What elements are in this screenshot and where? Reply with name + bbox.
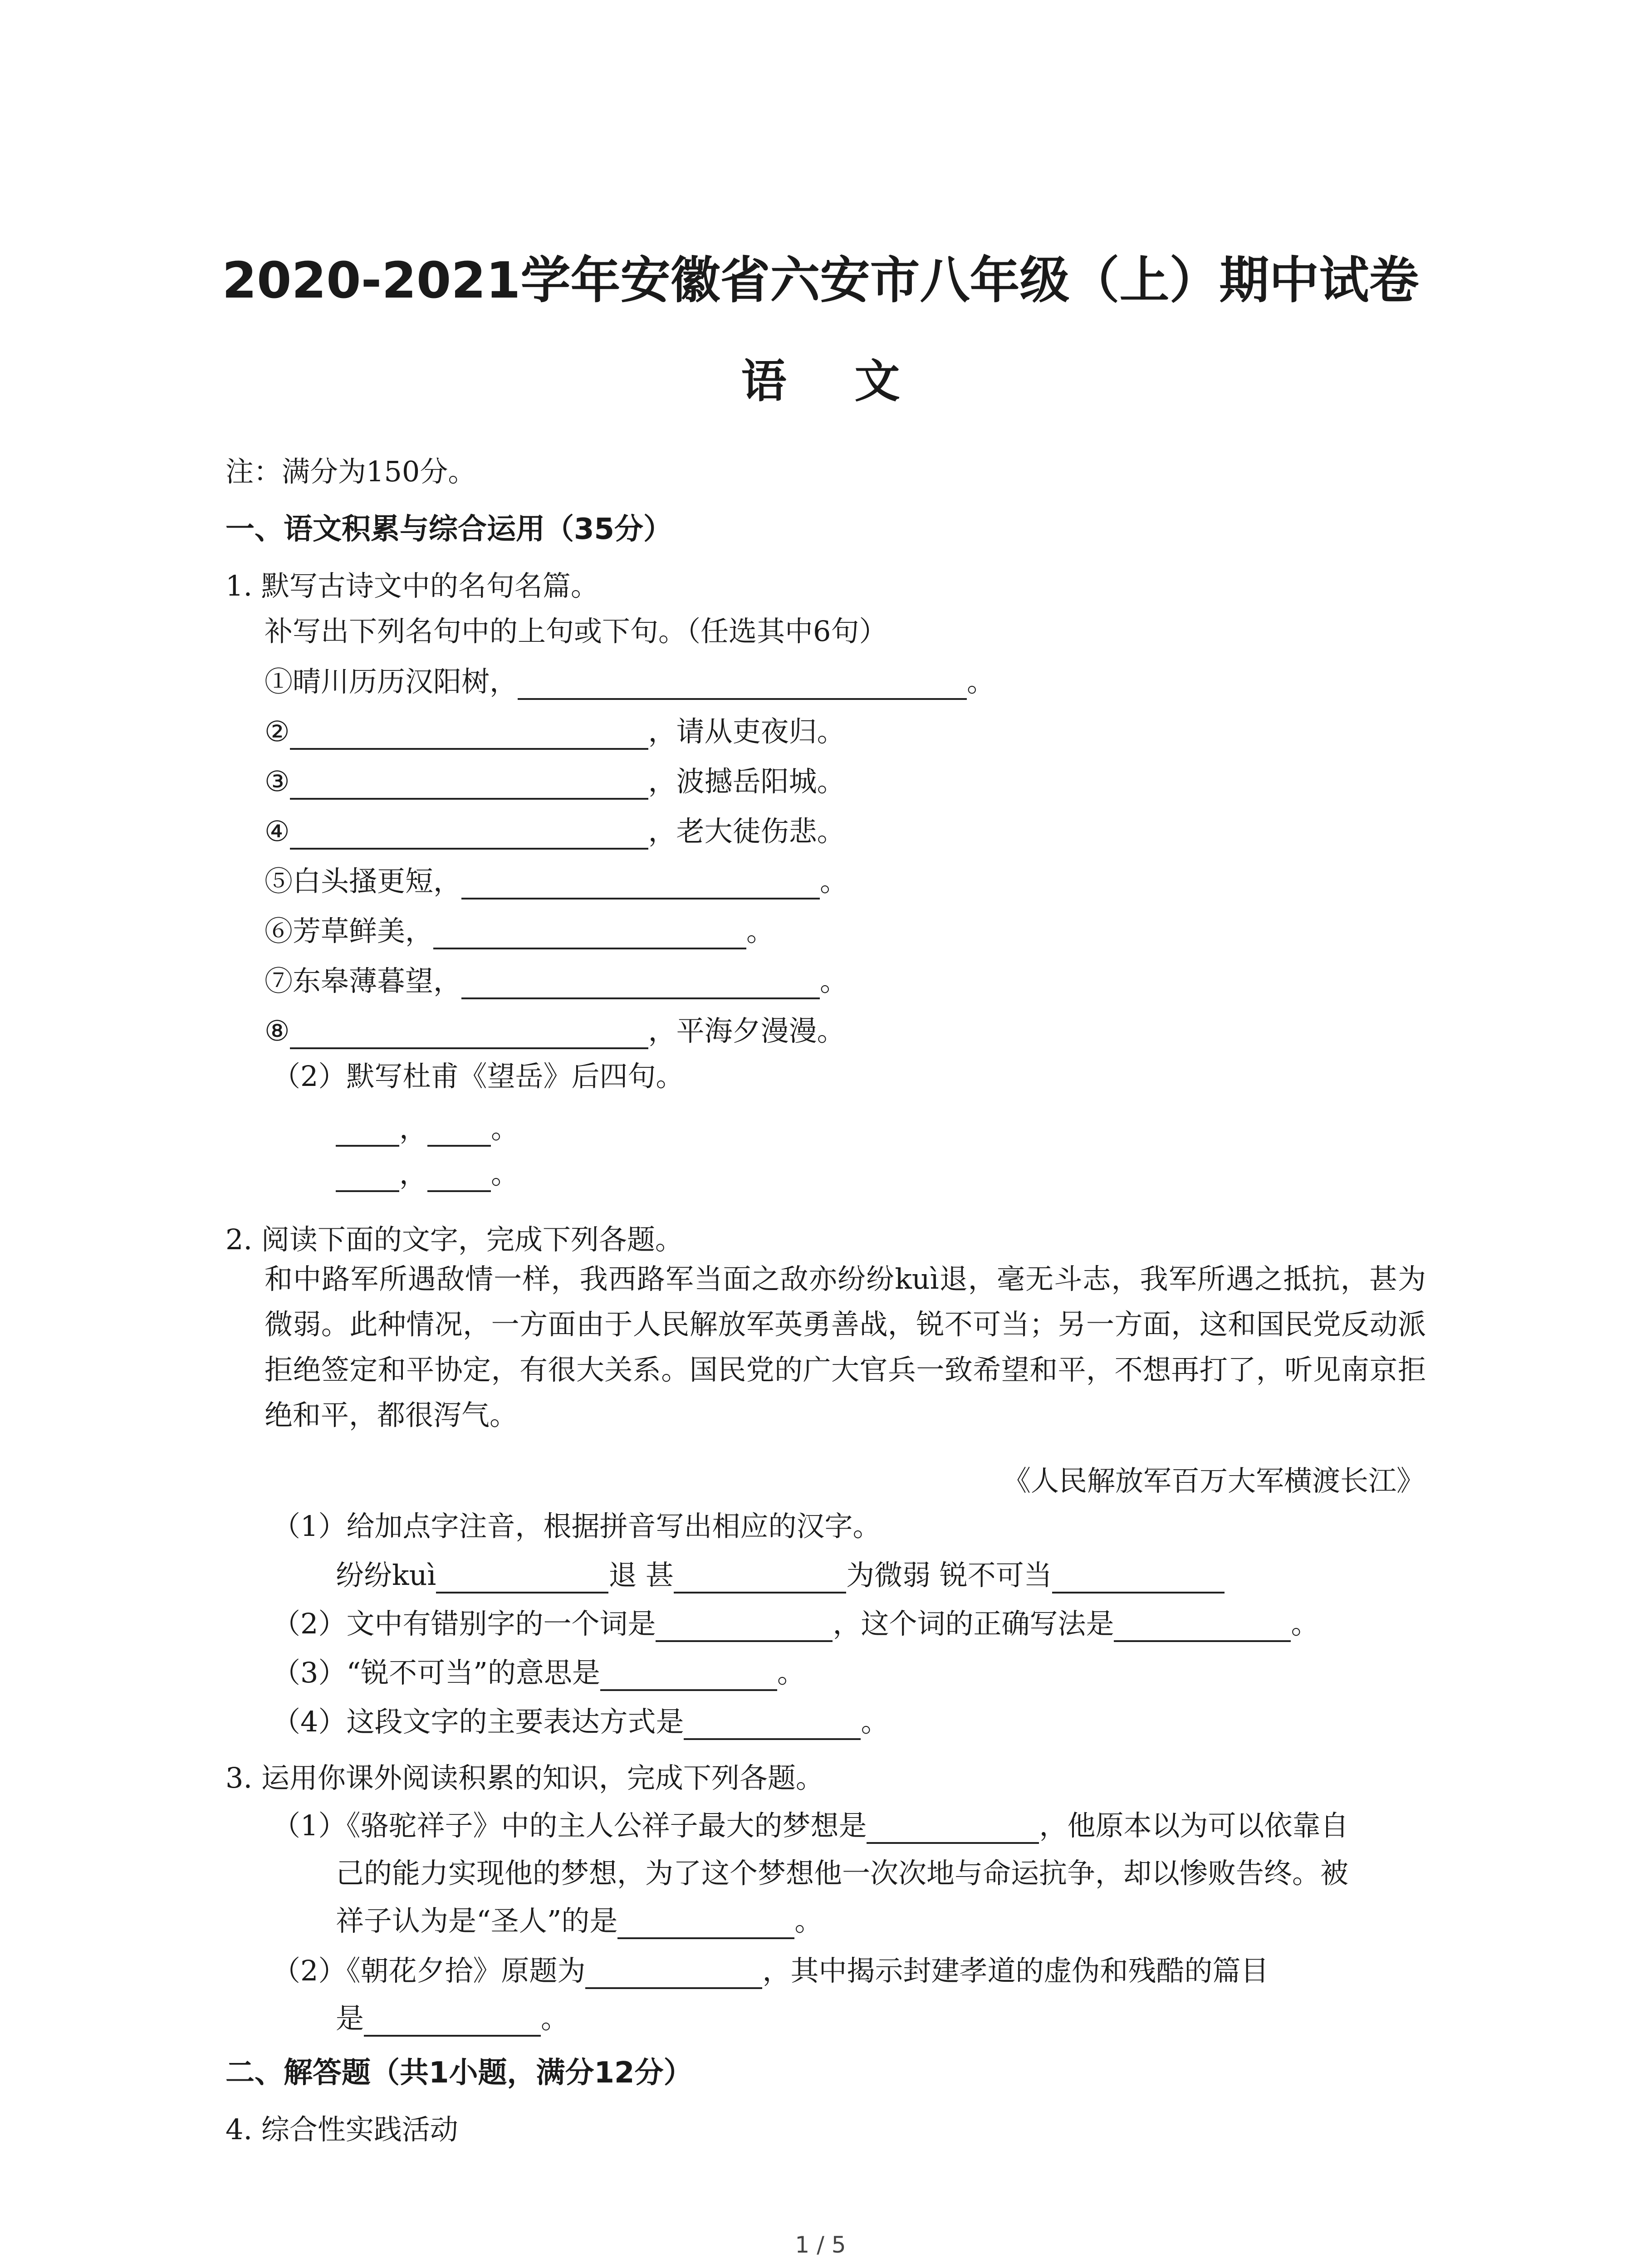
answer-blank[interactable]	[433, 918, 746, 949]
answer-blank[interactable]	[364, 2005, 541, 2037]
q1-stem: 1. 默写古诗文中的名句名篇。	[225, 569, 599, 602]
q1-item-6: ⑥芳草鲜美， 。	[265, 913, 774, 949]
q1-sub2: （2）默写杜甫《望岳》后四句。	[272, 1060, 684, 1093]
answer-blank[interactable]	[461, 868, 820, 899]
answer-blank[interactable]	[427, 1115, 491, 1147]
q2-sub4: （4）这段文字的主要表达方式是 。	[272, 1704, 889, 1740]
q3-sub1-line2: 己的能力实现他的梦想，为了这个梦想他一次次地与命运抗争，却以惨败告终。被	[336, 1857, 1349, 1890]
answer-blank[interactable]	[336, 1160, 399, 1192]
exam-title: 2020-2021学年安徽省六安市八年级（上）期中试卷	[222, 251, 1419, 309]
answer-blank[interactable]	[461, 968, 820, 999]
q2-sub1: （1）给加点字注音，根据拼音写出相应的汉字。	[272, 1510, 881, 1543]
q1-item-3: ③ ，波撼岳阳城。	[265, 763, 845, 800]
answer-blank[interactable]	[290, 768, 648, 800]
q3-sub2-line2: 是 。	[336, 2000, 569, 2037]
answer-blank[interactable]	[290, 818, 648, 850]
section2-heading: 二、解答题（共1小题，满分12分）	[225, 2056, 693, 2090]
q2-sub1-words: 纷纷kuì 退 甚 为微弱 锐不可当	[336, 1557, 1225, 1593]
answer-blank[interactable]	[427, 1160, 491, 1192]
answer-blank[interactable]	[436, 1562, 608, 1593]
q3-sub1-line3: 祥子认为是“圣人”的是 。	[336, 1903, 823, 1939]
answer-blank[interactable]	[1052, 1562, 1225, 1593]
answer-blank[interactable]	[1114, 1610, 1291, 1642]
q1-sub2-line1: ， 。	[336, 1110, 519, 1147]
answer-blank[interactable]	[600, 1659, 777, 1691]
q1-item-8: ⑧ ，平海夕漫漫。	[265, 1013, 845, 1049]
q1-instruction: 补写出下列名句中的上句或下句。（任选其中6句）	[265, 615, 887, 648]
q3-stem: 3. 运用你课外阅读积累的知识，完成下列各题。	[225, 1761, 824, 1794]
answer-blank[interactable]	[518, 668, 967, 700]
answer-blank[interactable]	[585, 1957, 762, 1989]
section1-heading: 一、语文积累与综合运用（35分）	[225, 513, 673, 546]
q4-stem: 4. 综合性实践活动	[225, 2113, 458, 2146]
q1-item-2: ② ，请从吏夜归。	[265, 714, 845, 750]
page-number: 1 / 5	[795, 2232, 846, 2258]
answer-blank[interactable]	[656, 1610, 833, 1642]
q3-sub2: （2）《朝花夕拾》原题为 ，其中揭示封建孝道的虚伪和残酷的篇目	[272, 1953, 1269, 1989]
q1-item-5: ⑤白头搔更短， 。	[265, 863, 848, 899]
answer-blank[interactable]	[617, 1907, 794, 1939]
exam-subject: 语文	[741, 355, 968, 408]
q2-stem: 2. 阅读下面的文字，完成下列各题。	[225, 1223, 683, 1256]
q2-passage: 和中路军所遇敌情一样，我西路军当面之敌亦纷纷kuì退，毫无斗志，我军所遇之抵抗，甚为微弱。此种情况，一方面由于人民解放军英勇善战，锐不可当；另一方面，这和国民党反动派拒绝签定和平协定，有很大关系。国民党的广大官兵一致希望和平，不想再打了，听见南京拒绝和平，都很泻气。	[265, 1262, 1426, 1432]
q2-sub3: （3）“锐不可当”的意思是 。	[272, 1655, 805, 1691]
score-note: 注：满分为150分。	[225, 455, 476, 488]
answer-blank[interactable]	[290, 718, 648, 750]
q3-sub1: （1）《骆驼祥子》中的主人公祥子最大的梦想是 ，他原本以为可以依靠自	[272, 1808, 1348, 1844]
answer-blank[interactable]	[336, 1115, 399, 1147]
q1-item-4: ④ ，老大徒伤悲。	[265, 813, 845, 850]
q1-item-1: ①晴川历历汉阳树， 。	[265, 664, 995, 700]
q2-source: 《人民解放军百万大军横渡长江》	[1002, 1464, 1425, 1497]
answer-blank[interactable]	[867, 1812, 1039, 1844]
q2-sub2: （2）文中有错别字的一个词是 ，这个词的正确写法是 。	[272, 1606, 1319, 1642]
q1-item-7: ⑦东皋薄暮望， 。	[265, 963, 848, 999]
answer-blank[interactable]	[290, 1017, 648, 1049]
answer-blank[interactable]	[674, 1562, 846, 1593]
q1-sub2-line2: ， 。	[336, 1156, 519, 1192]
answer-blank[interactable]	[684, 1708, 861, 1740]
